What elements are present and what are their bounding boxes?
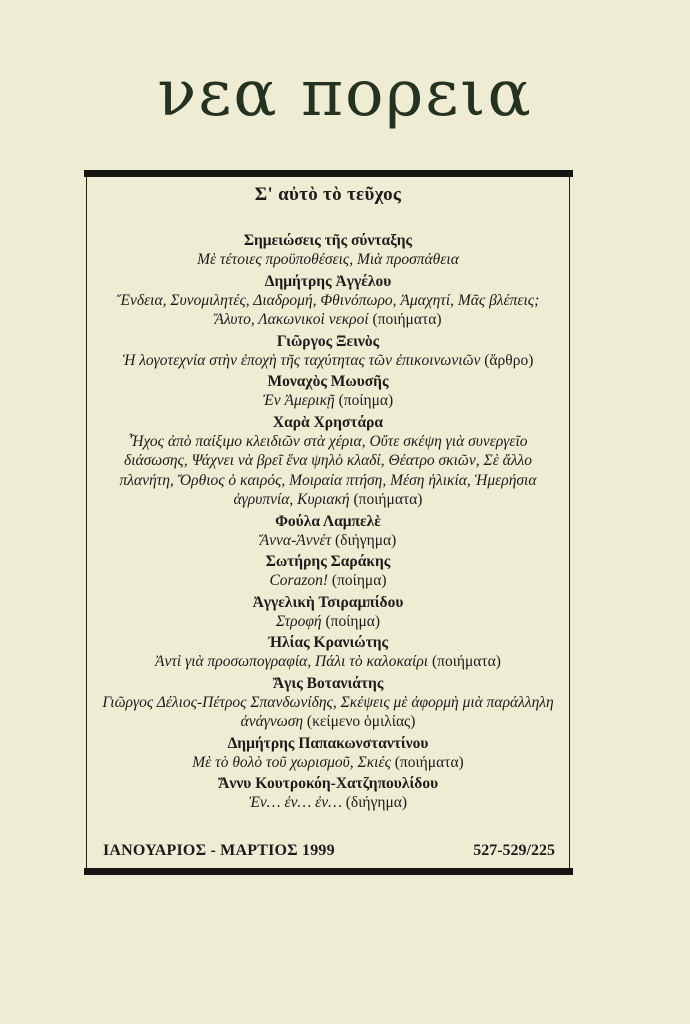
frame-bottom-rule bbox=[84, 868, 573, 875]
toc-entry bbox=[96, 272, 560, 330]
toc-entry bbox=[96, 231, 560, 270]
toc-entry bbox=[96, 593, 560, 632]
entry-author: Σωτήρης Σαράκης bbox=[265, 553, 391, 570]
entry-works: Ἐν Ἀμερικῇ (ποίημα) bbox=[262, 392, 394, 409]
entry-author: Ἄννυ Κουτροκόη-Χατζηπουλίδου bbox=[217, 775, 439, 792]
entry-works: Γιῶργος Δέλιος-Πέτρος Σπανδωνίδης, Σκέψεις μὲ ἀφορμὴ μιὰ παράλληλη ἀνάγνωση (κείμενο ὁμιλίας) bbox=[102, 693, 554, 730]
toc-entry bbox=[96, 674, 560, 732]
entry-author: Γιῶργος Ξεινὸς bbox=[276, 332, 380, 350]
toc-entry bbox=[96, 633, 560, 672]
contents-heading: Σ' αὐτὸ τὸ τεῦχος bbox=[254, 184, 402, 205]
entry-author: Δημήτρης Παπακωνσταντίνου bbox=[227, 734, 429, 752]
entry-works: Ἄννα-Ἀννέτ (διήγημα) bbox=[259, 531, 397, 549]
entry-author: Φούλα Λαμπελὲ bbox=[275, 512, 381, 530]
entry-author: Ἠλίας Κρανιώτης bbox=[267, 634, 389, 651]
entry-author: Χαρὰ Χρηστάρα bbox=[272, 413, 384, 431]
entry-author: Ἄγις Βοτανιάτης bbox=[272, 674, 384, 692]
entry-author: Μοναχὸς Μωυσῆς bbox=[267, 373, 389, 390]
toc-entry bbox=[96, 512, 560, 551]
entry-works: Ἡ λογοτεχνία στὴν ἐποχὴ τῆς ταχύτητας τῶν ἐπικοινωνιῶν (ἄρθρο) bbox=[122, 351, 534, 369]
toc-entry bbox=[96, 372, 560, 411]
issue-date: ΙΑΝΟΥΑΡΙΟΣ - ΜΑΡΤΙΟΣ 1999 bbox=[103, 842, 335, 859]
toc-entry bbox=[96, 552, 560, 591]
toc-entry bbox=[96, 413, 560, 510]
entry-works: Στροφή (ποίημα) bbox=[275, 612, 381, 630]
entry-works: Ἐν… ἐν… ἐν… (διήγημα) bbox=[248, 794, 408, 811]
issue-number: 527-529/225 bbox=[473, 842, 555, 859]
table-of-contents bbox=[96, 231, 560, 815]
entry-works: Ἀντὶ γιὰ προσωπογραφία, Πάλι τὸ καλοκαίρι (ποιήματα) bbox=[155, 653, 501, 670]
entry-author: Σημειώσεις τῆς σύνταξης bbox=[243, 232, 413, 249]
toc-entry bbox=[96, 774, 560, 813]
entry-author: Δημήτρης Ἀγγέλου bbox=[264, 272, 392, 290]
entry-works: Ἔνδεια, Συνομιλητές, Διαδρομή, Φθινόπωρο, Ἀμαχητί, Μᾶς βλέπεις; Ἄλυτο, Λακωνικοὶ νεκροί (ποιήματα) bbox=[116, 291, 540, 328]
entry-author: Ἀγγελικὴ Τσιραμπίδου bbox=[252, 593, 404, 611]
entry-works: Μὲ τὸ θολὸ τοῦ χωρισμοῦ, Σκιές (ποιήματα) bbox=[192, 753, 464, 771]
magazine-title: νεα πορεια bbox=[157, 57, 533, 131]
toc-entry bbox=[96, 734, 560, 773]
entry-works: Μὲ τέτοιες προϋποθέσεις, Μιὰ προσπάθεια bbox=[197, 251, 459, 268]
toc-entry bbox=[96, 332, 560, 371]
entry-works: Ἦχος ἀπὸ παίξιμο κλειδιῶν στὰ χέρια, Οὔτε σκέψη γιὰ συνεργεῖο διάσωσης, Ψάχνει νὰ βρεῖ ἕνα ψηλὸ κλαδί, Θέατρο σκιῶν, Σὲ ἄλλο πλανήτη, Ὄρθιος ὁ καιρός, Μοιραία πτήση, Μέση ἡλικία, Ἡμερήσια ἀγρυπνία, Κυριακή (ποιήματα) bbox=[119, 432, 537, 508]
entry-works: Corazon! (ποίημα) bbox=[269, 572, 387, 589]
